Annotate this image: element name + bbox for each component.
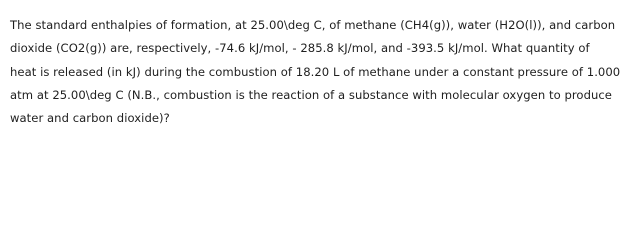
question-line-2: dioxide (CO2(g)) are, respectively, -74.6 kJ/mol, - 285.8 kJ/mol, and -393.5 kJ/mol. What quantity of xyxy=(10,41,590,56)
question-line-4: atm at 25.00\deg C (N.B., combustion is the reaction of a substance with molecular oxygen to produce xyxy=(10,87,612,102)
question-text xyxy=(10,14,621,130)
question-line-5: water and carbon dioxide)? xyxy=(10,111,170,126)
question-line-3: heat is released (in kJ) during the combustion of 18.20 L of methane under a constant pressure of 1.000 xyxy=(10,64,621,79)
question-line-1: The standard enthalpies of formation, at 25.00\deg C, of methane (CH4(g)), water (H2O(l)), and carbon xyxy=(10,18,616,32)
